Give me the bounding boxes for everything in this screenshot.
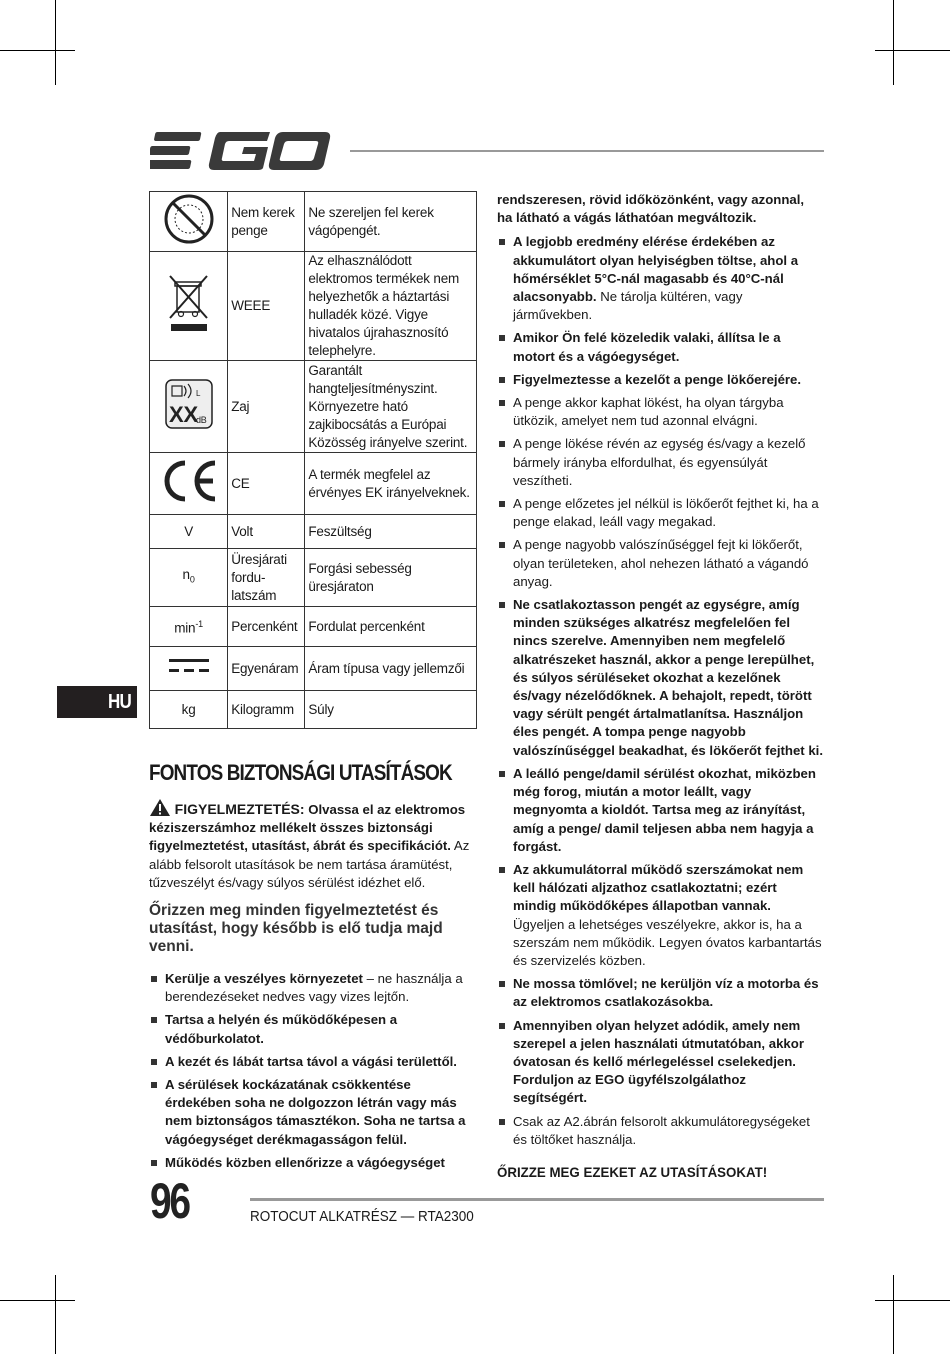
bullet-text: – ne használja a berendezéseket nedves vagy vizes lejtőn.: [165, 971, 463, 1005]
crop-mark: [875, 50, 950, 51]
list-item: [497, 394, 823, 430]
bullet-bold: Ne mossa tömlővel; ne kerüljön víz a motorba és az elektromos csatlakozásokba.: [513, 976, 819, 1010]
footer-title: ROTOCUT ALKATRÉSZ — RTA2300: [250, 1208, 474, 1225]
right-bullet-list: [497, 233, 823, 1149]
description-cell: Garantált hangteljesítményszint. Környezetre ható zajkibocsátás a Európai Közösség irányelve szerint.: [305, 361, 477, 453]
keep-instructions-note: Őrizzen meg minden figyelmeztetést és utasítást, hogy később is elő tudja majd venni.: [149, 902, 443, 956]
description-cell: A termék megfelel az érvényes EK irányelveknek.: [305, 453, 477, 515]
crop-mark: [0, 50, 75, 51]
weee-bin-icon: [165, 272, 213, 336]
table-row: [150, 453, 477, 515]
bullet-bold: Működés közben ellenőrizze a vágóegységet: [165, 1154, 445, 1170]
noise-level-icon: [164, 378, 214, 430]
bullet-bold: A leálló penge/damil sérülést okozhat, miközben még forog, miután a motor leállt, vagy megnyomta a kioldót. Tartsa meg az irányítást, amíg a penge/ damil teljesen abba nem hagyja a forgást.: [513, 765, 816, 854]
description-cell: Forgási sebesség üresjáraton: [305, 549, 477, 607]
table-row: [150, 252, 477, 361]
symbol-cell: $\min^{-1}$: [150, 607, 228, 647]
crop-mark: [893, 0, 894, 85]
crop-mark: [893, 1275, 894, 1354]
list-item: [497, 596, 823, 760]
direct-current-icon: [167, 656, 211, 676]
bullet-bold: Tartsa a helyén és működőképesen a védőburkolatot.: [165, 1012, 398, 1046]
table-row: [150, 361, 477, 453]
list-item: [497, 435, 823, 490]
name-cell: Egyenáram: [228, 647, 305, 691]
list-item: [497, 536, 823, 591]
symbol-cell: kg: [150, 691, 228, 729]
name-cell: Volt: [228, 515, 305, 549]
list-item: [497, 233, 823, 324]
description-cell: Súly: [305, 691, 477, 729]
symbol-cell: [150, 192, 228, 252]
name-cell: Nem kerek penge: [228, 192, 305, 252]
warning-bold-text: Olvassa el az elektromos kéziszerszámhoz mellékelt összes biztonsági figyelmeztetést, utasítást, ábrát és specifikációt.: [149, 802, 466, 854]
language-tab-label: HU: [108, 691, 131, 713]
bullet-bold: Kerülje a veszélyes környezetet: [165, 971, 363, 987]
list-item: [149, 970, 479, 1006]
bullet-bold: Amikor Ön felé közeledik valaki, állítsa le a motort és a vágóegységet.: [513, 330, 781, 364]
name-cell: Zaj: [228, 361, 305, 453]
continuation-text: rendszeresen, rövid időközönként, vagy azonnal, ha látható a vágás láthatóan megváltozik.: [497, 192, 805, 226]
name-cell: WEEE: [228, 252, 305, 361]
list-item: [497, 975, 823, 1011]
list-item: [149, 1053, 479, 1071]
bullet-text: A penge nagyobb valószínűséggel fejt ki lökőerőt, olyan területeken, ahol nehezen látható a vágandó anyag.: [513, 537, 809, 589]
ego-logo: [150, 130, 332, 172]
list-item: [497, 371, 823, 389]
ce-mark-icon: [159, 458, 219, 504]
symbol-cell: [150, 647, 228, 691]
left-bullet-list: [149, 970, 479, 1172]
bullet-text: Ügyeljen a lehetséges veszélyekre, akkor is, ha a szerszám nem működik. Legyen óvatos karbantartás és szervizelés közben.: [513, 916, 822, 968]
table-row: [150, 691, 477, 729]
symbol-cell: [150, 361, 228, 453]
name-cell: CE: [228, 453, 305, 515]
bullet-bold: Figyelmeztesse a kezelőt a penge lökőerejére.: [513, 371, 802, 387]
bullet-text: A penge előzetes jel nélkül is lökőerőt fejthet ki, ha a penge elakad, leáll vagy megakad.: [513, 496, 819, 530]
crop-mark: [0, 1300, 75, 1301]
warning-paragraph: [149, 798, 479, 892]
footer-rule: [250, 1198, 824, 1201]
table-row: [150, 515, 477, 549]
crop-mark: [55, 1275, 56, 1354]
crop-mark: [55, 0, 56, 85]
description-cell: Ne szereljen fel kerek vágópengét.: [305, 192, 477, 252]
bullet-text: A penge akkor kaphat lökést, ha olyan tárgyba ütközik, amelyet nem tud azonnal elvágni.: [513, 395, 784, 429]
description-cell: Áram típusa vagy jellemzői: [305, 647, 477, 691]
safety-left-column: [149, 760, 479, 1177]
symbol-cell: V: [150, 515, 228, 549]
table-row: [150, 549, 477, 607]
symbol-cell: [150, 453, 228, 515]
section-heading: FONTOS BIZTONSÁGI UTASÍTÁSOK: [149, 760, 452, 785]
list-item: [497, 861, 823, 970]
page-number: 96: [150, 1173, 189, 1229]
bullet-bold: A kezét és lábát tartsa távol a vágási területtől.: [165, 1053, 457, 1069]
bullet-bold: Az akkumulátorral működő szerszámokat nem kell hálózati aljzathoz csatlakoztatni; ezért mindig működőképes állapotban vannak.: [513, 861, 804, 914]
symbol-cell: [150, 252, 228, 361]
name-cell: Üresjárati fordu-latszám: [228, 549, 305, 607]
bullet-text: A penge lökése révén az egység és/vagy a kezelő bármely irányba elfordulhat, és egyensúlyát veszítheti.: [513, 436, 806, 488]
language-tab: [57, 686, 137, 718]
table-row: [150, 192, 477, 252]
svg-text:dB: dB: [195, 415, 207, 425]
list-item: [149, 1154, 479, 1172]
bullet-bold: A legjobb eredmény elérése érdekében az akkumulátort olyan helyiségben töltse, ahol a hőmérséklet 5°C-nál magasabb és 40°C-nál alacsonyabb.: [513, 234, 799, 305]
description-cell: Fordulat percenként: [305, 607, 477, 647]
svg-text:L: L: [195, 389, 200, 398]
symbol-table: [149, 191, 477, 729]
warning-label: FIGYELMEZTETÉS:: [174, 801, 305, 817]
table-row: [150, 607, 477, 647]
description-cell: Az elhasználódott elektromos termékek nem helyezhetők a háztartási hulladék közé. Vigye hivatalos újrahasznosító telephelyre.: [305, 252, 477, 361]
closing-statement: ŐRIZZE MEG EZEKET AZ UTASÍTÁSOKAT!: [497, 1163, 768, 1180]
bullet-bold: A sérülések kockázatának csökkentése érdekében soha ne dolgozzon létrán vagy más nem biztonságos támasztékon. Soha ne tartsa a vágóegységet derékmagasságon felül.: [165, 1077, 466, 1147]
no-round-blade-icon: [163, 193, 215, 245]
list-item: [149, 1076, 479, 1149]
symbol-cell: $n_0$: [150, 549, 228, 607]
bullet-bold: Amennyiben olyan helyzet adódik, amely nem szerepel a jelen használati útmutatóban, akkor óvatosan és kellő mérlegeléssel cselekedjen. Forduljon az EGO ügyfélszolgálathoz segítségért.: [513, 1017, 804, 1106]
list-item: [497, 1017, 823, 1108]
list-item: [497, 1113, 823, 1149]
list-item: [149, 1011, 479, 1047]
noise-level-text: XX: [168, 402, 198, 427]
warning-text: Az alább felsorolt utasítások be nem tartása áramütést, tűzveszélyt és/vagy súlyos sérülést idézhet elő.: [149, 838, 470, 890]
list-item: [497, 765, 823, 856]
table-row: [150, 647, 477, 691]
warning-triangle-icon: [149, 798, 171, 817]
bullet-text: Ne tárolja kültéren, vagy járművekben.: [513, 289, 743, 323]
crop-mark: [875, 1300, 950, 1301]
list-item: [497, 329, 823, 365]
description-cell: Feszültség: [305, 515, 477, 549]
safety-right-column: [497, 191, 823, 1181]
list-item: [497, 495, 823, 531]
name-cell: Kilogramm: [228, 691, 305, 729]
bullet-bold: Ne csatlakoztasson pengét az egységre, amíg minden szükséges alkatrész megfelelően fel nincs szerelve. Amennyiben nem megfelelő alkatrészeket használ, akkor a penge lerepülhet, és súlyos sérüléseket okozhat a kezelőnek és/vagy nézelődőknek. A behajolt, repedt, törött vagy sérült pengét ártalmatlanítsa. Használjon éles pengét. A tompa penge nagyobb valószínűséggel beakadhat, és lökőerőt fejthet ki.: [513, 597, 823, 758]
bullet-text: Csak az A2.ábrán felsorolt akkumulátoregységeket és töltőket használja.: [513, 1113, 810, 1147]
header-rule: [350, 150, 824, 152]
name-cell: Percenként: [228, 607, 305, 647]
